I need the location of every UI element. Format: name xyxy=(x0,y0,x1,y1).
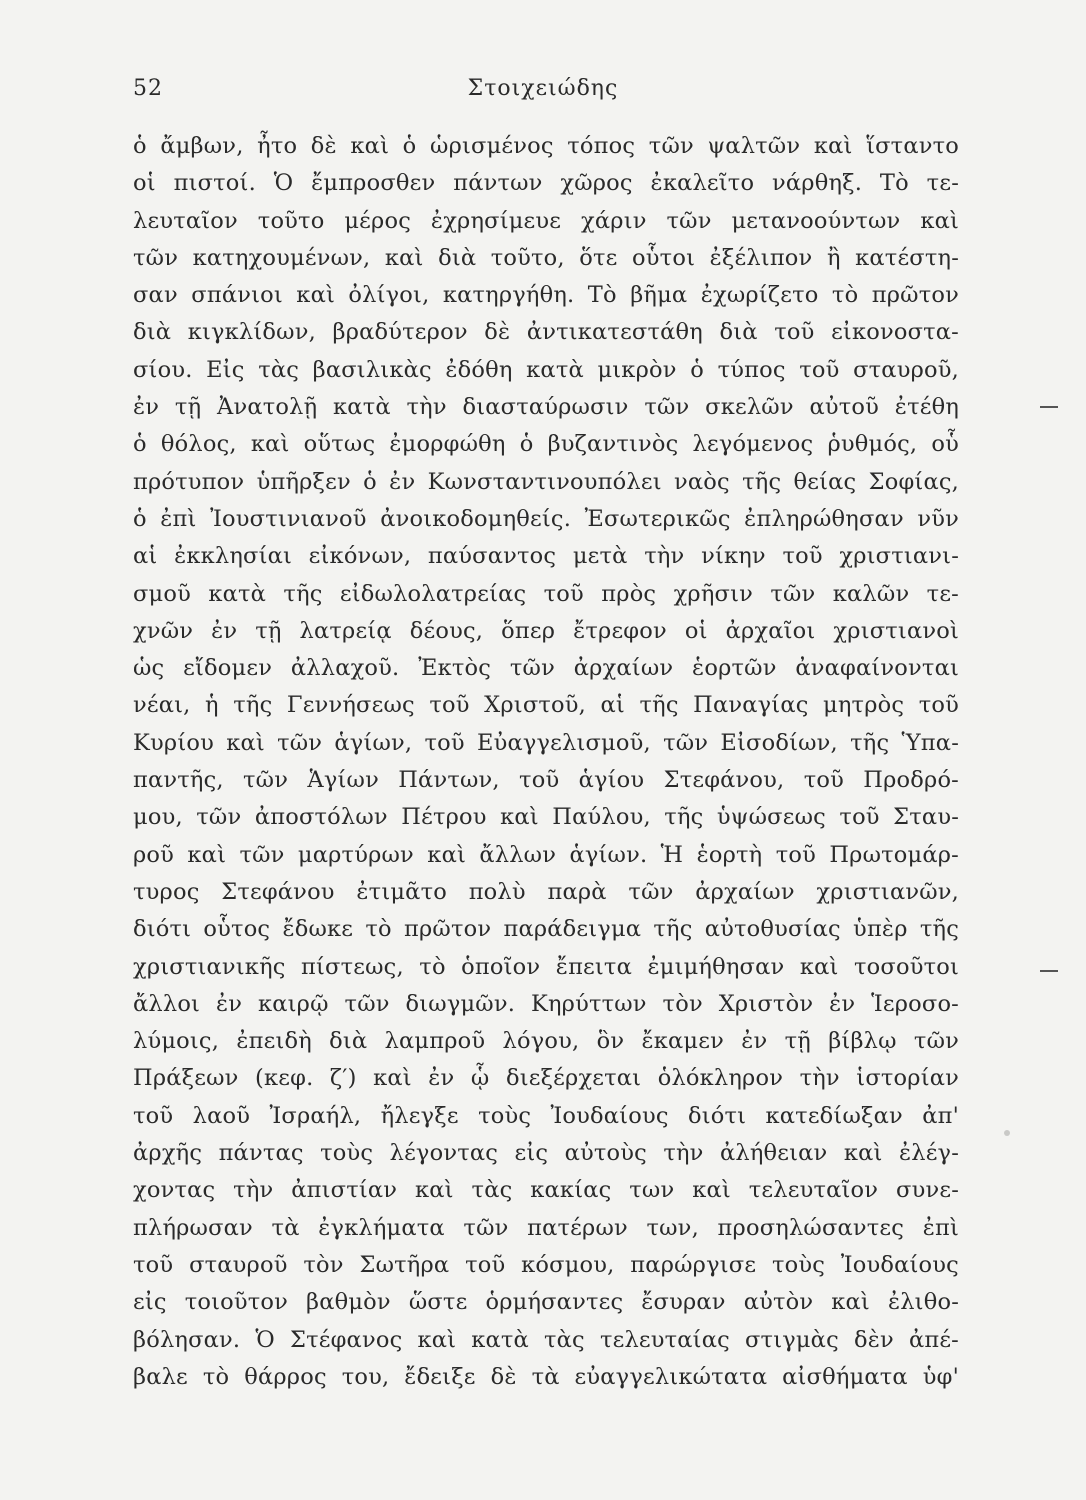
text-line: διότι οὗτος ἔδωκε τὸ πρῶτον παράδειγμα τῆς αὐτοθυσίας ὑπὲρ τῆς xyxy=(133,916,959,943)
text-line: παντῆς, τῶν Ἁγίων Πάντων, τοῦ ἁγίου Στεφάνου, τοῦ Προδρό- xyxy=(133,767,959,794)
text-line: σμοῦ κατὰ τῆς εἰδωλολατρείας τοῦ πρὸς χρῆσιν τῶν καλῶν τε- xyxy=(133,580,959,607)
text-line: ὁ θόλος, καὶ οὕτως ἐμορφώθη ὁ βυζαντινὸς λεγόμενος ῥυθμός, οὗ xyxy=(133,431,959,458)
text-line: οἱ πιστοί. Ὁ ἔμπροσθεν πάντων χῶρος ἐκαλεῖτο νάρθηξ. Τὸ τε- xyxy=(133,170,959,197)
text-line: σίου. Εἰς τὰς βασιλικὰς ἐδόθη κατὰ μικρὸν ὁ τύπος τοῦ σταυροῦ, xyxy=(133,356,959,383)
text-line: νέαι, ἡ τῆς Γεννήσεως τοῦ Χριστοῦ, αἱ τῆς Παναγίας μητρὸς τοῦ xyxy=(133,692,959,719)
text-line: τοῦ σταυροῦ τὸν Σωτῆρα τοῦ κόσμου, παρώργισε τοὺς Ἰουδαίους xyxy=(133,1251,959,1278)
text-line: τοῦ λαοῦ Ἰσραήλ, ἤλεγξε τοὺς Ἰουδαίους διότι κατεδίωξαν ἀπ' xyxy=(133,1102,959,1129)
text-line: ὁ ἐπὶ Ἰουστινιανοῦ ἀνοικοδομηθείς. Ἐσωτερικῶς ἐπληρώθησαν νῦν xyxy=(133,505,959,532)
text-line: ἀρχῆς πάντας τοὺς λέγοντας εἰς αὐτοὺς τὴν ἀλήθειαν καὶ ἐλέγ- xyxy=(133,1140,959,1167)
body-text xyxy=(133,128,959,1396)
text-line: λευταῖον τοῦτο μέρος ἐχρησίμευε χάριν τῶν μετανοούντων καὶ xyxy=(133,207,959,234)
text-line: σαν σπάνιοι καὶ ὀλίγοι, κατηργήθη. Τὸ βῆμα ἐχωρίζετο τὸ πρῶτον xyxy=(133,282,959,309)
text-line: βαλε τὸ θάρρος του, ἔδειξε δὲ τὰ εὐαγγελικώτατα αἰσθήματα ὑφ' xyxy=(133,1363,959,1390)
text-line: χνῶν ἐν τῇ λατρείᾳ δέους, ὅπερ ἔτρεφον οἱ ἀρχαῖοι χριστιανοὶ xyxy=(133,617,959,644)
page-number: 52 xyxy=(133,76,163,101)
text-line: ἐν τῇ Ἀνατολῇ κατὰ τὴν διασταύρωσιν τῶν σκελῶν αὐτοῦ ἐτέθη xyxy=(133,394,959,421)
text-line: Κυρίου καὶ τῶν ἁγίων, τοῦ Εὐαγγελισμοῦ, τῶν Εἰσοδίων, τῆς Ὑπα- xyxy=(133,729,959,756)
text-line: πλήρωσαν τὰ ἐγκλήματα τῶν πατέρων των, προσηλώσαντες ἐπὶ xyxy=(133,1214,959,1241)
text-line: διὰ κιγκλίδων, βραδύτερον δὲ ἀντικατεστάθη διὰ τοῦ εἰκονοστα- xyxy=(133,319,959,346)
text-line: πρότυπον ὑπῆρξεν ὁ ἐν Κωνσταντινουπόλει ναὸς τῆς θείας Σοφίας, xyxy=(133,468,959,495)
text-line: εἰς τοιοῦτον βαθμὸν ὥστε ὁρμήσαντες ἔσυραν αὐτὸν καὶ ἐλιθο- xyxy=(133,1289,959,1316)
paper-speck xyxy=(1004,1130,1010,1136)
text-line: ροῦ καὶ τῶν μαρτύρων καὶ ἄλλων ἁγίων. Ἡ ἑορτὴ τοῦ Πρωτομάρ- xyxy=(133,841,959,868)
text-line: λύμοις, ἐπειδὴ διὰ λαμπροῦ λόγου, ὃν ἔκαμεν ἐν τῇ βίβλῳ τῶν xyxy=(133,1028,959,1055)
text-line: ὁ ἄμβων, ἦτο δὲ καὶ ὁ ὡρισμένος τόπος τῶν ψαλτῶν καὶ ἵσταντο xyxy=(133,133,959,159)
text-line: ὡς εἴδομεν ἀλλαχοῦ. Ἐκτὸς τῶν ἀρχαίων ἑορτῶν ἀναφαίνονται xyxy=(133,655,959,682)
text-line: Πράξεων (κεφ. ζ′) καὶ ἐν ᾧ διεξέρχεται ὁλόκληρον τὴν ἱστορίαν xyxy=(133,1065,959,1092)
text-line: βόλησαν. Ὁ Στέφανος καὶ κατὰ τὰς τελευταίας στιγμὰς δὲν ἀπέ- xyxy=(133,1326,959,1353)
text-line: ἄλλοι ἐν καιρῷ τῶν διωγμῶν. Κηρύττων τὸν Χριστὸν ἐν Ἱεροσο- xyxy=(133,990,959,1017)
text-line: αἱ ἐκκλησίαι εἰκόνων, παύσαντος μετὰ τὴν νίκην τοῦ χριστιανι- xyxy=(133,543,959,570)
text-line: τῶν κατηχουμένων, καὶ διὰ τοῦτο, ὅτε οὗτοι ἐξέλιπον ἢ κατέστη- xyxy=(133,244,959,271)
text-line: χοντας τὴν ἀπιστίαν καὶ τὰς κακίας των καὶ τελευταῖον συνε- xyxy=(133,1177,959,1204)
margin-mark xyxy=(1040,970,1058,972)
text-line: μου, τῶν ἀποστόλων Πέτρου καὶ Παύλου, τῆς ὑψώσεως τοῦ Σταυ- xyxy=(133,804,959,831)
text-line: τυρος Στεφάνου ἐτιμᾶτο πολὺ παρὰ τῶν ἀρχαίων χριστιανῶν, xyxy=(133,878,959,905)
text-line: χριστιανικῆς πίστεως, τὸ ὁποῖον ἔπειτα ἐμιμήθησαν καὶ τοσοῦτοι xyxy=(133,953,959,980)
margin-mark xyxy=(1040,406,1058,408)
running-title: Στοιχειώδης xyxy=(467,76,619,101)
